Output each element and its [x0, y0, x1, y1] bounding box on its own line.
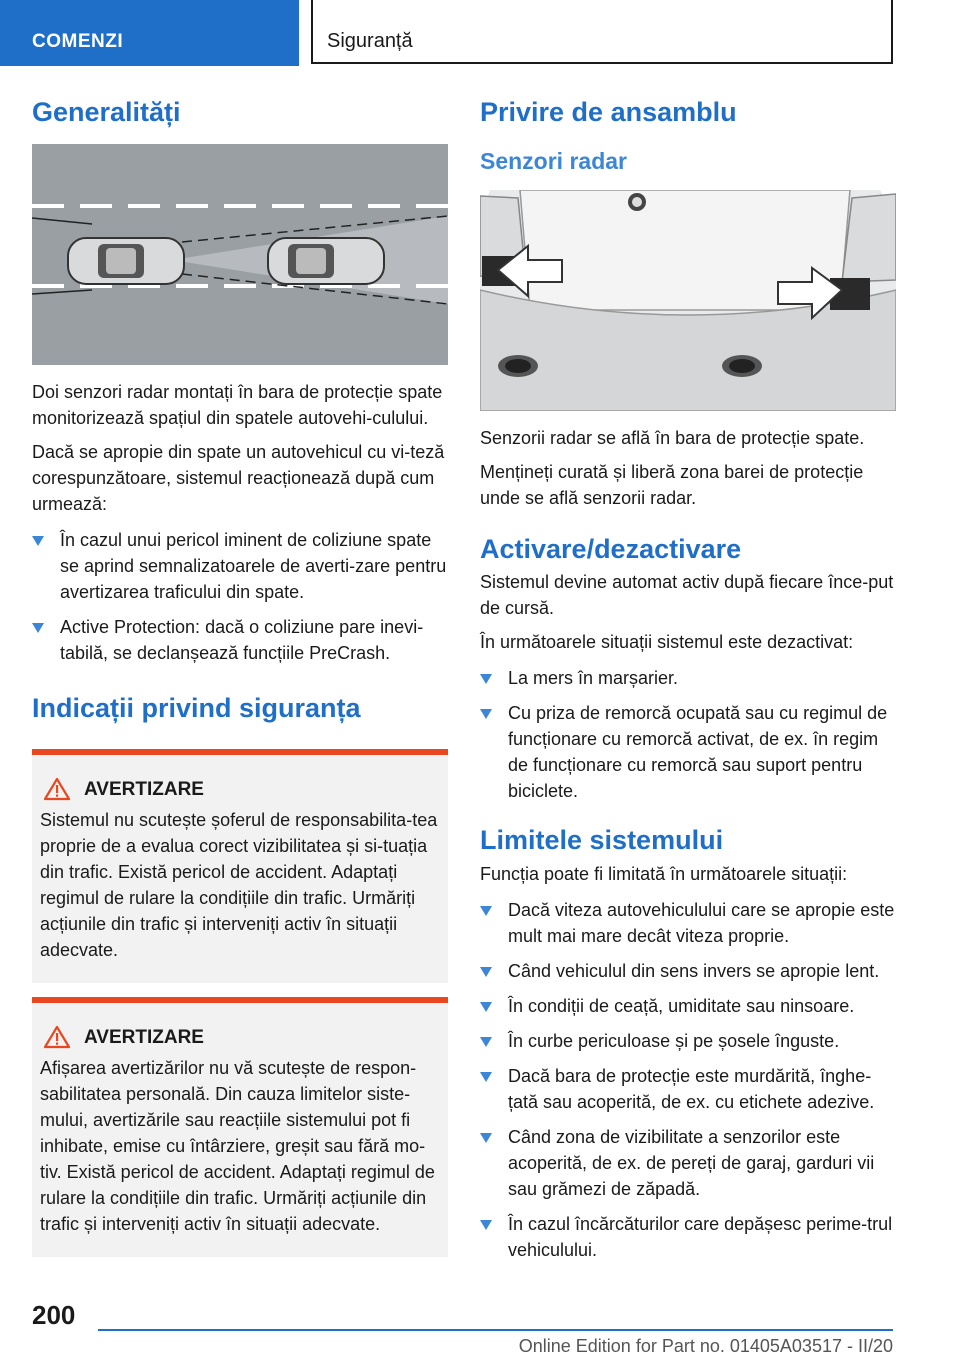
- warning-text: Afișarea avertizărilor nu vă scutește de respon-sabilitatea personală. Din cauza limitelor siste-mului, avertizările sau reacțiile sistemului pot fi inhibate, emise cu întârziere, greșit sau fără mo-tiv. Există pericol de accident. Adaptați regimul de rulare la condițiile din trafic. Urmăriți acțiunile din trafic și interveniți activ în situații adecvate.: [40, 1057, 435, 1234]
- heading-radar-sensors: Senzori radar: [480, 148, 627, 175]
- bullet-triangle-icon: [480, 1002, 492, 1012]
- list-item: La mers în marșarier.: [480, 665, 896, 691]
- heading-activation: Activare/dezactivare: [480, 533, 742, 564]
- warning-box-1: [32, 749, 448, 983]
- edition-note: Online Edition for Part no. 01405A03517 - II/20: [518, 1336, 893, 1356]
- section-tab-label: COMENZI: [32, 31, 124, 52]
- car-ego: [268, 238, 384, 284]
- car-behind: [68, 238, 184, 284]
- bullet-triangle-icon: [480, 674, 492, 684]
- rear-bumper-illustration: [480, 190, 896, 411]
- list-item: În condiții de ceață, umiditate sau ninsoare.: [480, 993, 896, 1019]
- warning-title: AVERTIZARE: [40, 1027, 440, 1049]
- sensors-paragraph-2: Mențineți curată și liberă zona barei de protecție unde se află senzorii radar.: [480, 461, 864, 508]
- list-item: În curbe periculoase și pe șosele înguste.: [480, 1028, 896, 1054]
- bullet-triangle-icon: [480, 1072, 492, 1082]
- limits-paragraph: Funcția poate fi limitată în următoarele situații:: [480, 863, 848, 884]
- reaction-list: [32, 527, 448, 666]
- footer-divider: [98, 1329, 893, 1331]
- bullet-triangle-icon: [480, 1133, 492, 1143]
- heading-overview: Privire de ansamblu: [480, 97, 737, 127]
- activation-paragraph-2: În următoarele situații sistemul este dezactivat:: [480, 632, 854, 653]
- chapter-title: Siguranță: [327, 30, 413, 52]
- list-item: Când zona de vizibilitate a senzorilor este acoperită, de ex. de pereți de garaj, garduri vii sau grămezi de zăpadă.: [480, 1124, 896, 1202]
- intro-paragraph-2: Dacă se apropie din spate un autovehicul cu vi-teză corespunzătoare, sistemul reacționează după cum urmează:: [32, 442, 445, 515]
- heading-limits: Limitele sistemului: [480, 825, 724, 856]
- bullet-triangle-icon: [480, 1037, 492, 1047]
- chapter-header: [311, 0, 893, 64]
- list-item: Când vehiculul din sens invers se apropie lent.: [480, 958, 896, 984]
- right-column: [480, 96, 896, 1272]
- warning-triangle-icon: [44, 1025, 70, 1049]
- list-item: Dacă bara de protecție este murdărită, înghe-țată sau acoperită, de ex. cu etichete adezive.: [480, 1063, 896, 1115]
- warning-box-2: [32, 997, 448, 1257]
- bullet-triangle-icon: [32, 536, 44, 546]
- heading-safety: Indicații privind siguranța: [32, 693, 361, 724]
- section-tab: [0, 0, 299, 66]
- list-item: În cazul încărcăturilor care depășesc perime-trul vehiculului.: [480, 1211, 896, 1263]
- list-item: Active Protection: dacă o coliziune pare inevi-tabilă, se declanșează funcțiile PreCrash.: [32, 614, 448, 666]
- heading-general: Generalități: [32, 97, 181, 127]
- bullet-triangle-icon: [480, 709, 492, 719]
- deactivation-list: [480, 665, 896, 804]
- bullet-triangle-icon: [32, 623, 44, 633]
- bullet-triangle-icon: [480, 967, 492, 977]
- intro-paragraph-1: Doi senzori radar montați în bara de protecție spate monitorizează spațiul din spatele autovehi-culului.: [32, 382, 443, 429]
- list-item: În cazul unui pericol iminent de coliziune spate se aprind semnalizatoarele de averti-zare pentru avertizarea traficului din spate.: [32, 527, 448, 605]
- activation-paragraph-1: Sistemul devine automat activ după fiecare înce-put de cursă.: [480, 572, 894, 619]
- bullet-triangle-icon: [480, 906, 492, 916]
- list-item: Dacă viteza autovehiculului care se apropie este mult mai mare decât viteza proprie.: [480, 897, 896, 949]
- sensors-paragraph-1: Senzorii radar se află în bara de protecție spate.: [480, 427, 865, 448]
- bullet-triangle-icon: [480, 1220, 492, 1230]
- left-column: [32, 96, 448, 1257]
- warning-title: AVERTIZARE: [40, 779, 440, 801]
- list-item: Cu priza de remorcă ocupată sau cu regimul de funcționare cu remorcă activat, de ex. în regim de funcționare cu remorcă sau suport pentru biciclete.: [480, 700, 896, 804]
- limits-list: [480, 897, 896, 1263]
- warning-triangle-icon: [44, 777, 70, 801]
- warning-text: Sistemul nu scutește șoferul de responsabilita-tea proprie de a evalua corect vizibilitatea și si-tuația din trafic. Există pericol de accident. Adaptați regimul de rulare la condițiile din trafic. Urmăriți acțiunile din trafic și interveniți activ în situații adecvate.: [40, 809, 438, 960]
- traffic-illustration: [32, 144, 448, 365]
- page-number: 200: [32, 1300, 76, 1330]
